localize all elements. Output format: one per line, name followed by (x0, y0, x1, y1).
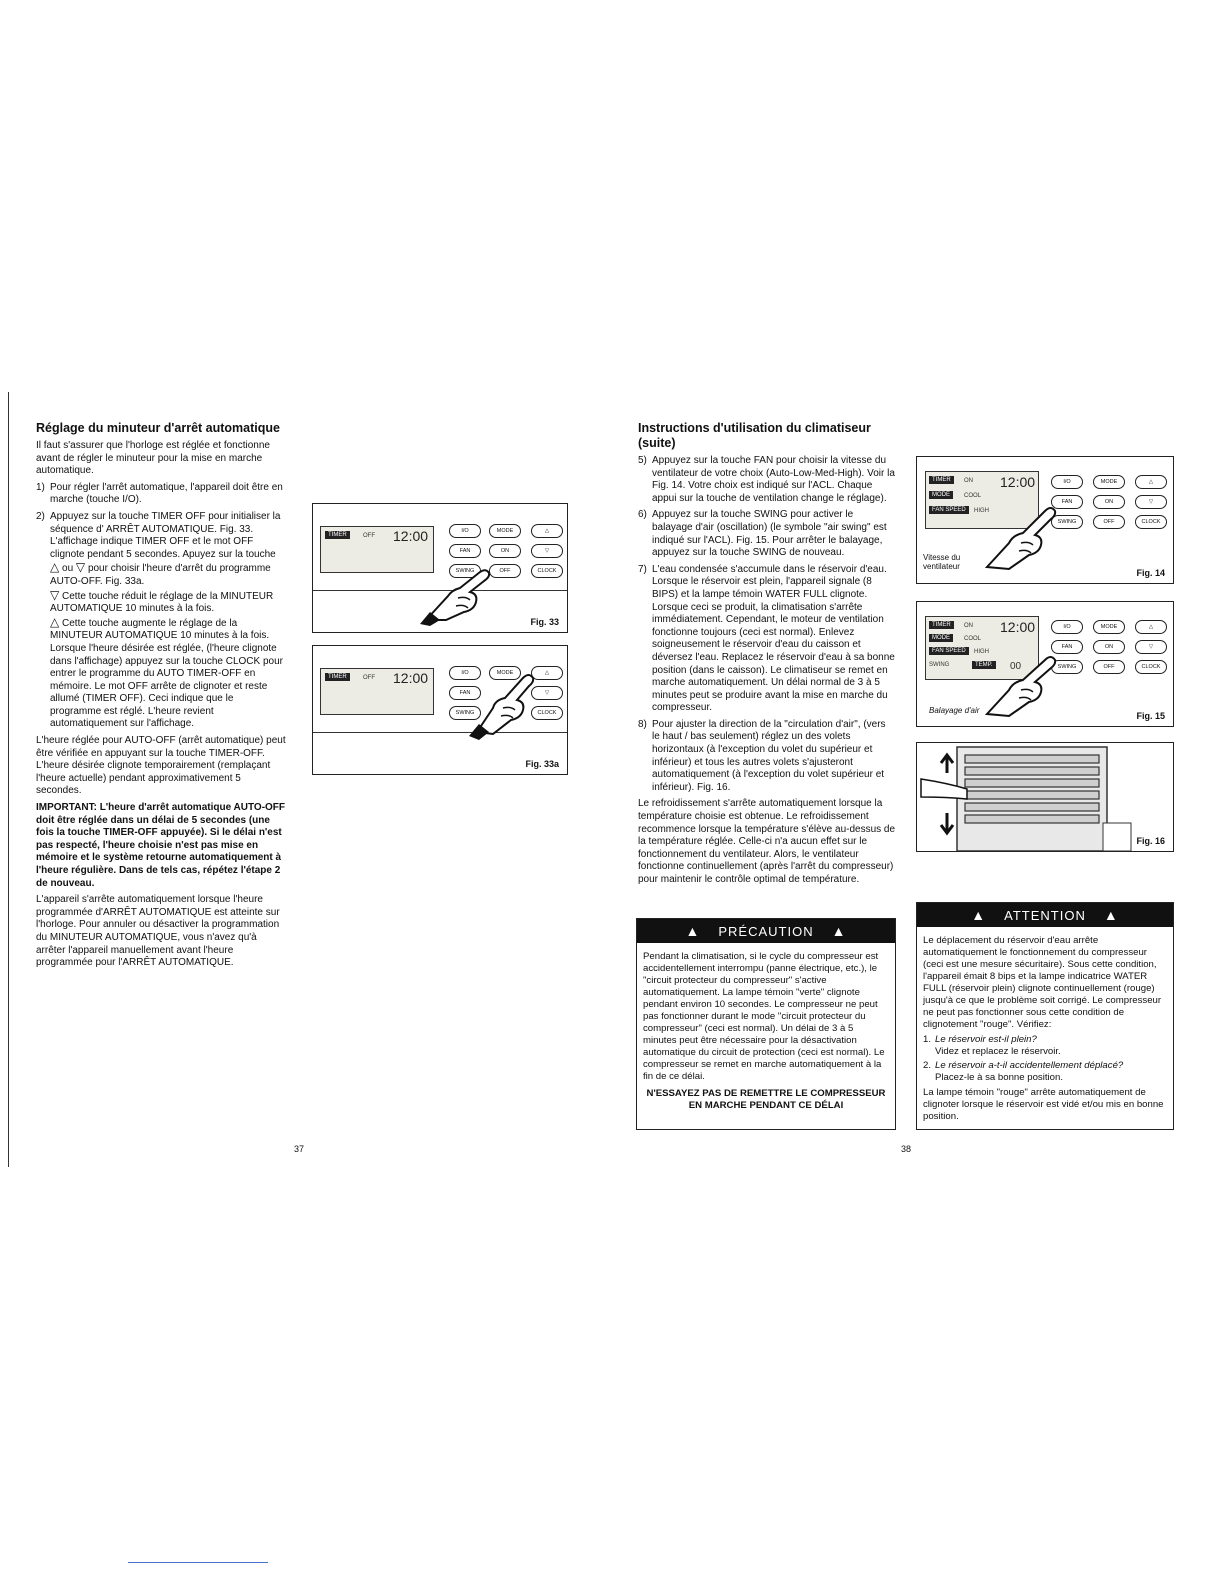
cooling-paragraph: Le refroidissement s'arrête automatiquement lorsque la température choisie est obtenue. Le refroidissement recommence lorsque la température s'élève au-dessus de la température réglée. Celle-ci n'a aucun effet sur le fonctionnement du ventilateur. Alors, le ventilateur fonctionne continuellement (après l'arrêt du compresseur) pour maintenir le contrôle optimal de température. (638, 798, 896, 885)
figure-14 (916, 456, 1174, 584)
attention-box (916, 902, 1174, 1130)
lcd-display: TIMER ON MODE COOL FAN SPEED HIGH 12:00 (925, 471, 1039, 529)
lcd-clock: 12:00 (393, 670, 429, 686)
swing-button: SWING (449, 564, 481, 578)
bottom-rule (128, 1562, 268, 1563)
attention-header: ▲ ATTENTION ▲ (917, 903, 1173, 927)
clock-button: CLOCK (1135, 660, 1167, 674)
step-5: 5) Appuyez sur la touche FAN pour choisir la vitesse du ventilateur de votre choix (Auto-Low-Med-High). Voir la Fig. 14. Votre choix est indiqué sur l'ACL. Chaque appui sur la touche de ventilation change le réglage). (638, 455, 895, 504)
io-button: I/O (1051, 620, 1083, 634)
lcd-temp-value: 00 (1010, 661, 1022, 672)
mode-button: MODE (489, 524, 521, 538)
warning-icon: ▲ (971, 907, 987, 923)
step-6: 6) Appuyez sur la touche SWING pour activer le balayage d'air (oscillation) (le symbole "air swing" est indiqué sur l'ACL). Fig. 15. Pour arrêter le balayage, appuyez sur la touche SWING de nouveau. (638, 509, 887, 559)
air-conditioner-louvers-illustration (917, 743, 1173, 851)
figure-label: Fig. 33 (530, 617, 559, 627)
on-button: ON (1093, 640, 1125, 654)
attention-text: Le déplacement du réservoir d'eau arrête automatiquement le fonctionnement du compresseur (ceci est une mesure sécuritaire). Sous cette condition, l'appareil émait 8 bips et la lampe indicatrice WATER FULL (réservoir plein) clignote continuellement (rouge) jusqu'à ce que le problème soit corrigé. Le compresseur ne peut pas fonctionner sous cette condition de clignotement "rouge". Vérifiez: (923, 935, 1162, 1030)
down-button: ▽ (1135, 640, 1167, 654)
page-number-right: 38 (901, 1144, 912, 1154)
down-button: ▽ (1135, 495, 1167, 509)
figure-33 (312, 503, 568, 633)
figure-label: Fig. 33a (525, 759, 559, 769)
step-2: 2) Appuyez sur la touche TIMER OFF pour initialiser la séquence d' ARRÊT AUTOMATIQUE. Fig. 33. L'affichage indique TIMER OFF et le mot OFF clignote pendant 5 secondes. Apuyez sur la touche △ ou ▽ pour choisir l'heure d'arrêt du programme AUTO-OFF. Fig. 33a. ▽ Cette touche réduit le réglage de la MINUTEUR AUTOMATIQUE 10 minutes à la fois. △ Cette touche augmente le réglage de la MINUTEUR AUTOMATIQUE 10 minutes à la fois. Lorsque l'heure désirée est réglée, (l'heure clignote dans l'affichage) appuyez sur la touche CLOCK pour entrer le programme du AUTO TIMER-OFF en mémoire. Le mot OFF arrête de clignoter et reste allumé (TIMER OFF). Ceci indique que le programme est réglé. L'heure revient automatiquement sur l'affichage. (36, 510, 283, 730)
clock-button: CLOCK (1135, 515, 1167, 529)
closing-paragraph: L'appareil s'arrête automatiquement lorsque l'heure programmée d'ARRÊT AUTOMATIQUE est atteinte sur l'horloge. Pour annuler ou désactiver la programmation du MINUTEUR AUTOMATIQUE, vous n'avez qu'à arrêter l'appareil manuellement avant l'heure programmée pour l'ARRÊT AUTOMATIQUE. (36, 894, 280, 969)
lcd-display (320, 668, 434, 715)
swing-button: SWING (449, 706, 481, 720)
mode-button: MODE (489, 666, 521, 680)
lcd-clock: 12:00 (393, 528, 429, 544)
fan-button: FAN (1051, 495, 1083, 509)
precaution-header: ▲ PRÉCAUTION ▲ (637, 919, 895, 943)
verify-paragraph: L'heure réglée pour AUTO-OFF (arrêt automatique) peut être vérifiée en appuyant sur la touche TIMER-OFF. L'heure désirée clignote temporairement (remplaçant l'heure actuelle) pendant approximativement 5 secondes. (36, 735, 286, 797)
left-text-column (36, 421, 286, 974)
lcd-clock: 12:00 (1000, 619, 1036, 635)
step-7: 7) L'eau condensée s'accumule dans le réservoir d'eau. Lorsque le réservoir est plein, l'appareil signale (8 BIPS) et la lampe témoin WATER FULL clignote. Lorsque ceci se produit, la climatisation s'arrête immédiatement. Cependant, le moteur de ventilation fonctionne toujours (ceci est normal). Enlevez soigneusement le réservoir d'eau du caisson et déversez l'eau. Replacez le réservoir d'eau à sa bonne position (dans le caisson). Le climatiseur se remet en marche automatiquement. Un délai normal de 3 à 5 minutes peut se produire avant la mise en marche du compresseur. (638, 563, 895, 714)
swing-button: SWING (1051, 515, 1083, 529)
up-button: △ (531, 524, 563, 538)
section-heading: Instructions d'utilisation du climatiseur (suite) (638, 421, 871, 450)
left-binding-line (8, 392, 9, 1167)
precaution-text: Pendant la climatisation, si le cycle du compresseur est accidentellement interrompu (panne électrique, etc.), le "circuit protecteur du compresseur" s'active automatiquement. La lampe témoin "verte" clignote pendant environ 10 secondes. Le compresseur ne peut pas fonctionner durant le mode "circuit protecteur du compresseur" (ceci est normal). Un délai de 3 à 5 minutes peut être nécessaire pour la désactivation automatique du circuit de protection (ceci est normal). Le compresseur se remet en marche automatiquement à la fin de ce délai. (643, 951, 885, 1082)
lcd-display (320, 526, 434, 573)
right-text-column (638, 421, 896, 891)
warning-icon: ▲ (831, 923, 847, 939)
pointing-hand-icon (418, 560, 498, 626)
down-triangle-icon: ▽ (50, 587, 60, 602)
down-button: ▽ (531, 544, 563, 558)
precaution-footer: N'ESSAYEZ PAS DE REMETTRE LE COMPRESSEUR EN MARCHE PENDANT CE DÉLAI (646, 1088, 886, 1111)
io-button: I/O (449, 666, 481, 680)
off-button: OFF (489, 564, 521, 578)
down-button: ▽ (531, 686, 563, 700)
figure-caption: Vitesse du ventilateur (923, 553, 961, 571)
pointing-hand-icon (463, 664, 543, 740)
up-triangle-icon: △ (50, 560, 60, 575)
lcd-mode-text: OFF (363, 533, 375, 539)
io-button: I/O (1051, 475, 1083, 489)
lcd-timer-tag: TIMER (325, 673, 350, 681)
up-button: △ (1135, 475, 1167, 489)
figure-33a (312, 645, 568, 775)
lcd-fanspeed-tag: FAN SPEED (929, 506, 969, 514)
figure-label: Fig. 16 (1136, 836, 1165, 846)
swing-button: SWING (1051, 660, 1083, 674)
warning-icon: ▲ (1103, 907, 1119, 923)
section-heading: Réglage du minuteur d'arrêt automatique (36, 421, 280, 435)
figure-16 (916, 742, 1174, 852)
lcd-clock: 12:00 (1000, 474, 1036, 490)
figure-label: Fig. 14 (1136, 568, 1165, 578)
down-triangle-icon: ▽ (75, 560, 86, 575)
on-button: ON (1093, 495, 1125, 509)
figure-label: Fig. 15 (1136, 711, 1165, 721)
up-button: △ (1135, 620, 1167, 634)
attention-closing: La lampe témoin "rouge" arrête automatiquement de clignoter lorsque le réservoir est vidé et/ou mis en bonne position. (923, 1087, 1164, 1122)
step-8: 8) Pour ajuster la direction de la "circulation d'air", (vers le haut / bas seulement) réglez un des volets horizontaux (à l'exception du volet du supérieur et inférieur) et tous les autres volets s'ajusteront automatiquement (à l'exception du volet supérieur et inférieur). Fig. 16. (638, 718, 886, 793)
off-button: OFF (1093, 515, 1125, 529)
figure-15 (916, 601, 1174, 727)
lcd-mode-text: OFF (363, 675, 375, 681)
page-number-left: 37 (294, 1144, 305, 1154)
pointing-hand-icon (977, 497, 1067, 577)
lcd-temp-tag: TEMP. (972, 661, 996, 669)
pointing-hand-icon (977, 648, 1067, 724)
mode-button: MODE (1093, 475, 1125, 489)
on-button: ON (489, 544, 521, 558)
fan-button: FAN (449, 686, 481, 700)
check-item-2: 2. Le réservoir a-t-il accidentellement déplacé? Placez-le à sa bonne position. (923, 1060, 1124, 1083)
figure-caption: Balayage d'air (929, 706, 980, 715)
mode-button: MODE (1093, 620, 1125, 634)
lcd-mode-tag: MODE (929, 491, 953, 499)
important-paragraph: IMPORTANT: L'heure d'arrêt automatique AUTO-OFF doit être réglée dans un délai de 5 secondes (une fois la touche TIMER-OFF appuyée). Si le délai n'est pas respecté, l'heure choisie n'est pas mise en mémoire et le système retourne automatiquement à l'heure régulière. Dans de tels cas, répétez l'étape 2 de nouveau. (36, 802, 286, 889)
lcd-display: TIMER ON MODE COOL FAN SPEED HIGH SWING TEMP. 00 12:00 (925, 616, 1039, 680)
lcd-swing-label: SWING (929, 662, 950, 668)
precaution-box (636, 918, 896, 1130)
fan-button: FAN (1051, 640, 1083, 654)
io-button: I/O (449, 524, 481, 538)
lcd-timer-tag: TIMER (325, 531, 350, 539)
clock-button: CLOCK (531, 706, 563, 720)
check-item-1: 1. Le réservoir est-il plein? Videz et replacez le réservoir. (923, 1034, 1061, 1057)
intro-paragraph: Il faut s'assurer que l'horloge est réglée et fonctionne avant de régler le minuteur pour la mise en marche automatique. (36, 440, 270, 477)
up-triangle-icon: △ (50, 614, 60, 629)
up-button: △ (531, 666, 563, 680)
clock-button: CLOCK (531, 564, 563, 578)
step-1: 1) Pour régler l'arrêt automatique, l'appareil doit être en marche (touche I/O). (36, 481, 283, 506)
off-button: OFF (1093, 660, 1125, 674)
lcd-timer-tag: TIMER (929, 476, 954, 484)
warning-icon: ▲ (685, 923, 701, 939)
fan-button: FAN (449, 544, 481, 558)
